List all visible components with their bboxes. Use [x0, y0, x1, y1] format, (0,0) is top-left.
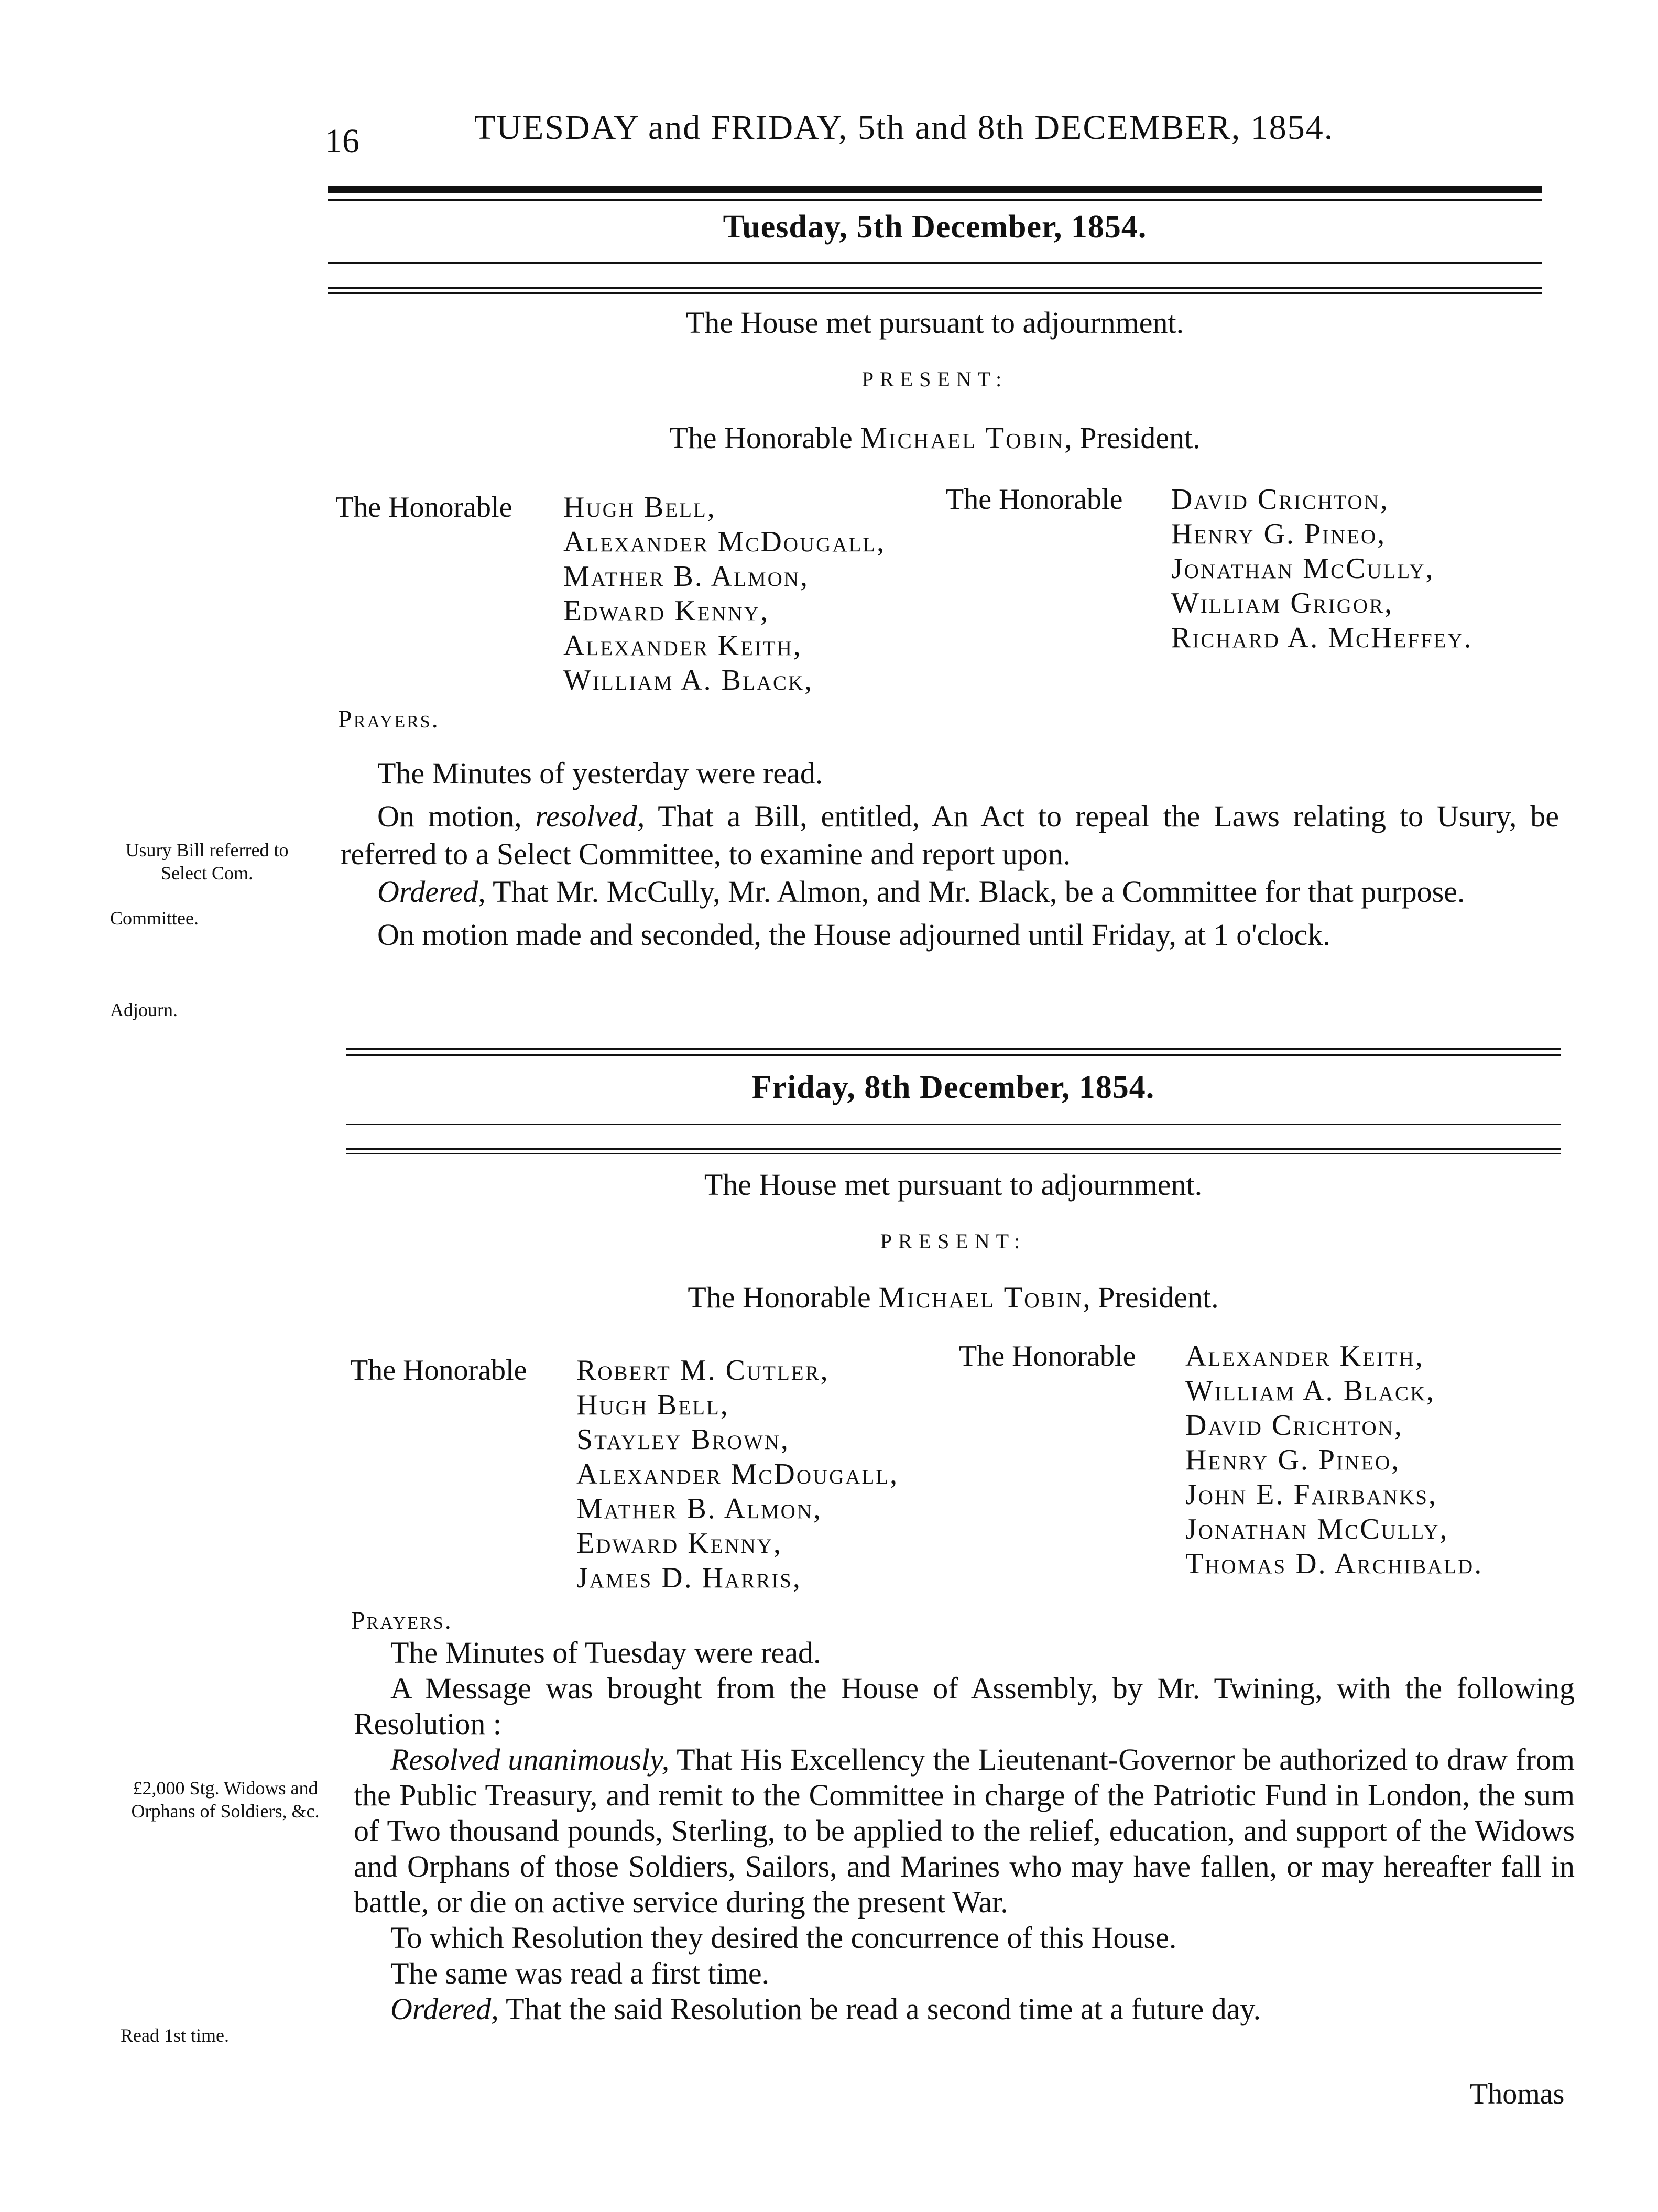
friday-prayers: Prayers. — [351, 1607, 453, 1635]
page-number: 16 — [325, 122, 359, 160]
member-name: James D. Harris, — [576, 1562, 802, 1594]
tuesday-prayers: Prayers. — [338, 705, 440, 733]
friday-heading: Friday, 8th December, 1854. — [751, 1070, 1155, 1105]
member-name: Alexander Keith, — [563, 629, 802, 662]
ordered-text: That Mr. McCully, Mr. Almon, and Mr. Black, be a Committee for that purpose. — [485, 875, 1465, 909]
ordered-word: Ordered, — [390, 1992, 499, 2026]
catchword: Thomas — [1470, 2078, 1565, 2110]
member-name: Henry G. Pineo, — [1171, 518, 1387, 550]
member-name: Stayley Brown, — [576, 1423, 790, 1456]
member-name: Alexander McDougall, — [576, 1458, 899, 1490]
friday-rule-5 — [346, 1153, 1561, 1154]
tuesday-rule-1 — [328, 262, 1542, 264]
tuesday-right-names — [1171, 482, 1473, 655]
assembly-message: A Message was brought from the House of Assembly, by Mr. Twining, with the following Resolution : — [354, 1671, 1575, 1741]
tuesday-hon-right: The Honorable — [946, 483, 1123, 516]
tuesday-left-names — [563, 490, 886, 698]
member-name: Alexander McDougall, — [563, 526, 886, 558]
ordered-text: That the said Resolution be read a second time at a future day. — [498, 1992, 1261, 2026]
resolution-text — [354, 1742, 1575, 1920]
resolved-word: Resolved unanimously, — [390, 1742, 670, 1777]
member-name: Edward Kenny, — [563, 595, 769, 627]
member-name: William A. Black, — [563, 664, 814, 696]
friday-right-names — [1185, 1339, 1483, 1581]
minutes-read: The Minutes of yesterday were read. — [377, 756, 823, 790]
resolution-body: That His Excellency the Lieutenant-Governor be authorized to draw from the Public Treasury, and remit to the Committee in charge of the Patriotic Fund in London, the sum of Two thousand pounds, Sterling, to be applied to the relief, education, and support of the Widows and Orphans of those Soldiers, Sailors, and Marines who may have fallen, or may hereafter fall in battle, or die on active service during the present War. — [354, 1742, 1575, 1919]
header-rule-thick — [328, 186, 1542, 193]
friday-hon-left: The Honorable — [350, 1354, 527, 1387]
committee-ordered — [341, 873, 1559, 911]
president-prefix: The Honorable — [688, 1280, 879, 1314]
resolved-word: resolved, — [535, 799, 645, 833]
member-name: William A. Black, — [1185, 1375, 1436, 1407]
member-name: Richard A. McHeffey. — [1171, 622, 1473, 654]
usury-motion — [341, 798, 1559, 873]
tuesday-president — [328, 419, 1542, 457]
friday-rule-3 — [346, 1124, 1561, 1125]
member-name: Jonathan McCully, — [1171, 552, 1435, 585]
member-name: Mather B. Almon, — [576, 1492, 822, 1525]
member-name: Henry G. Pineo, — [1185, 1444, 1401, 1476]
friday-rule-1 — [346, 1048, 1561, 1050]
second-reading-ordered — [354, 1991, 1575, 2027]
friday-rule-4 — [346, 1148, 1561, 1150]
tuesday-rule-3 — [328, 292, 1542, 294]
member-name: Jonathan McCully, — [1185, 1513, 1449, 1545]
minutes-read: The Minutes of Tuesday were read. — [390, 1636, 821, 1670]
friday-proceedings — [354, 1635, 1575, 2027]
president-suffix: , President. — [1064, 421, 1201, 455]
friday-present: PRESENT: — [880, 1229, 1027, 1253]
tuesday-proceedings — [341, 755, 1559, 954]
margin-note-read-first: Read 1st time. — [121, 2025, 229, 2046]
concurrence: To which Resolution they desired the concurrence of this House. — [390, 1921, 1177, 1955]
tuesday-heading: Tuesday, 5th December, 1854. — [723, 209, 1147, 245]
margin-note-widows: £2,000 Stg. Widows and Orphans of Soldiers, &c. — [131, 1778, 320, 1822]
motion-text: That a Bill, entitled, An Act to repeal the Laws relating to Usury, be referred to a Select Committee, to examine and report upon. — [341, 799, 1559, 871]
member-name: Alexander Keith, — [1185, 1340, 1424, 1372]
friday-president — [346, 1279, 1561, 1316]
president-name: Michael Tobin — [878, 1280, 1083, 1314]
friday-hon-right: The Honorable — [959, 1340, 1136, 1372]
tuesday-rule-2 — [328, 287, 1542, 289]
margin-note-usury: Usury Bill referred to Select Com. — [125, 840, 289, 884]
member-name: Mather B. Almon, — [563, 560, 809, 593]
friday-left-names — [576, 1353, 899, 1595]
tuesday-hon-left: The Honorable — [335, 491, 512, 524]
member-name: William Grigor, — [1171, 587, 1394, 619]
president-prefix: The Honorable — [669, 421, 860, 455]
friday-rule-2 — [346, 1054, 1561, 1056]
motion-lead: On motion, — [377, 799, 536, 833]
member-name: David Crichton, — [1185, 1409, 1403, 1442]
friday-met: The House met pursuant to adjournment. — [704, 1168, 1203, 1202]
margin-note-adjourn: Adjourn. — [110, 999, 178, 1020]
margin-note-committee: Committee. — [110, 908, 199, 929]
read-first: The same was read a first time. — [390, 1956, 770, 1990]
ordered-word: Ordered, — [377, 875, 486, 909]
president-suffix: , President. — [1083, 1280, 1219, 1314]
tuesday-present: PRESENT: — [861, 367, 1008, 391]
member-name: Edward Kenny, — [576, 1527, 782, 1560]
president-name: Michael Tobin — [860, 421, 1065, 455]
member-name: David Crichton, — [1171, 483, 1389, 516]
header-rule-thin — [328, 199, 1542, 201]
member-name: Hugh Bell, — [563, 491, 716, 524]
member-name: John E. Fairbanks, — [1185, 1478, 1437, 1511]
adjourn-motion: On motion made and seconded, the House adjourned until Friday, at 1 o'clock. — [377, 918, 1330, 952]
member-name: Robert M. Cutler, — [576, 1354, 830, 1387]
running-header: TUESDAY and FRIDAY, 5th and 8th DECEMBER, 1854. — [474, 108, 1334, 147]
member-name: Hugh Bell, — [576, 1389, 729, 1421]
tuesday-met: The House met pursuant to adjournment. — [685, 306, 1184, 340]
member-name: Thomas D. Archibald. — [1185, 1548, 1484, 1580]
